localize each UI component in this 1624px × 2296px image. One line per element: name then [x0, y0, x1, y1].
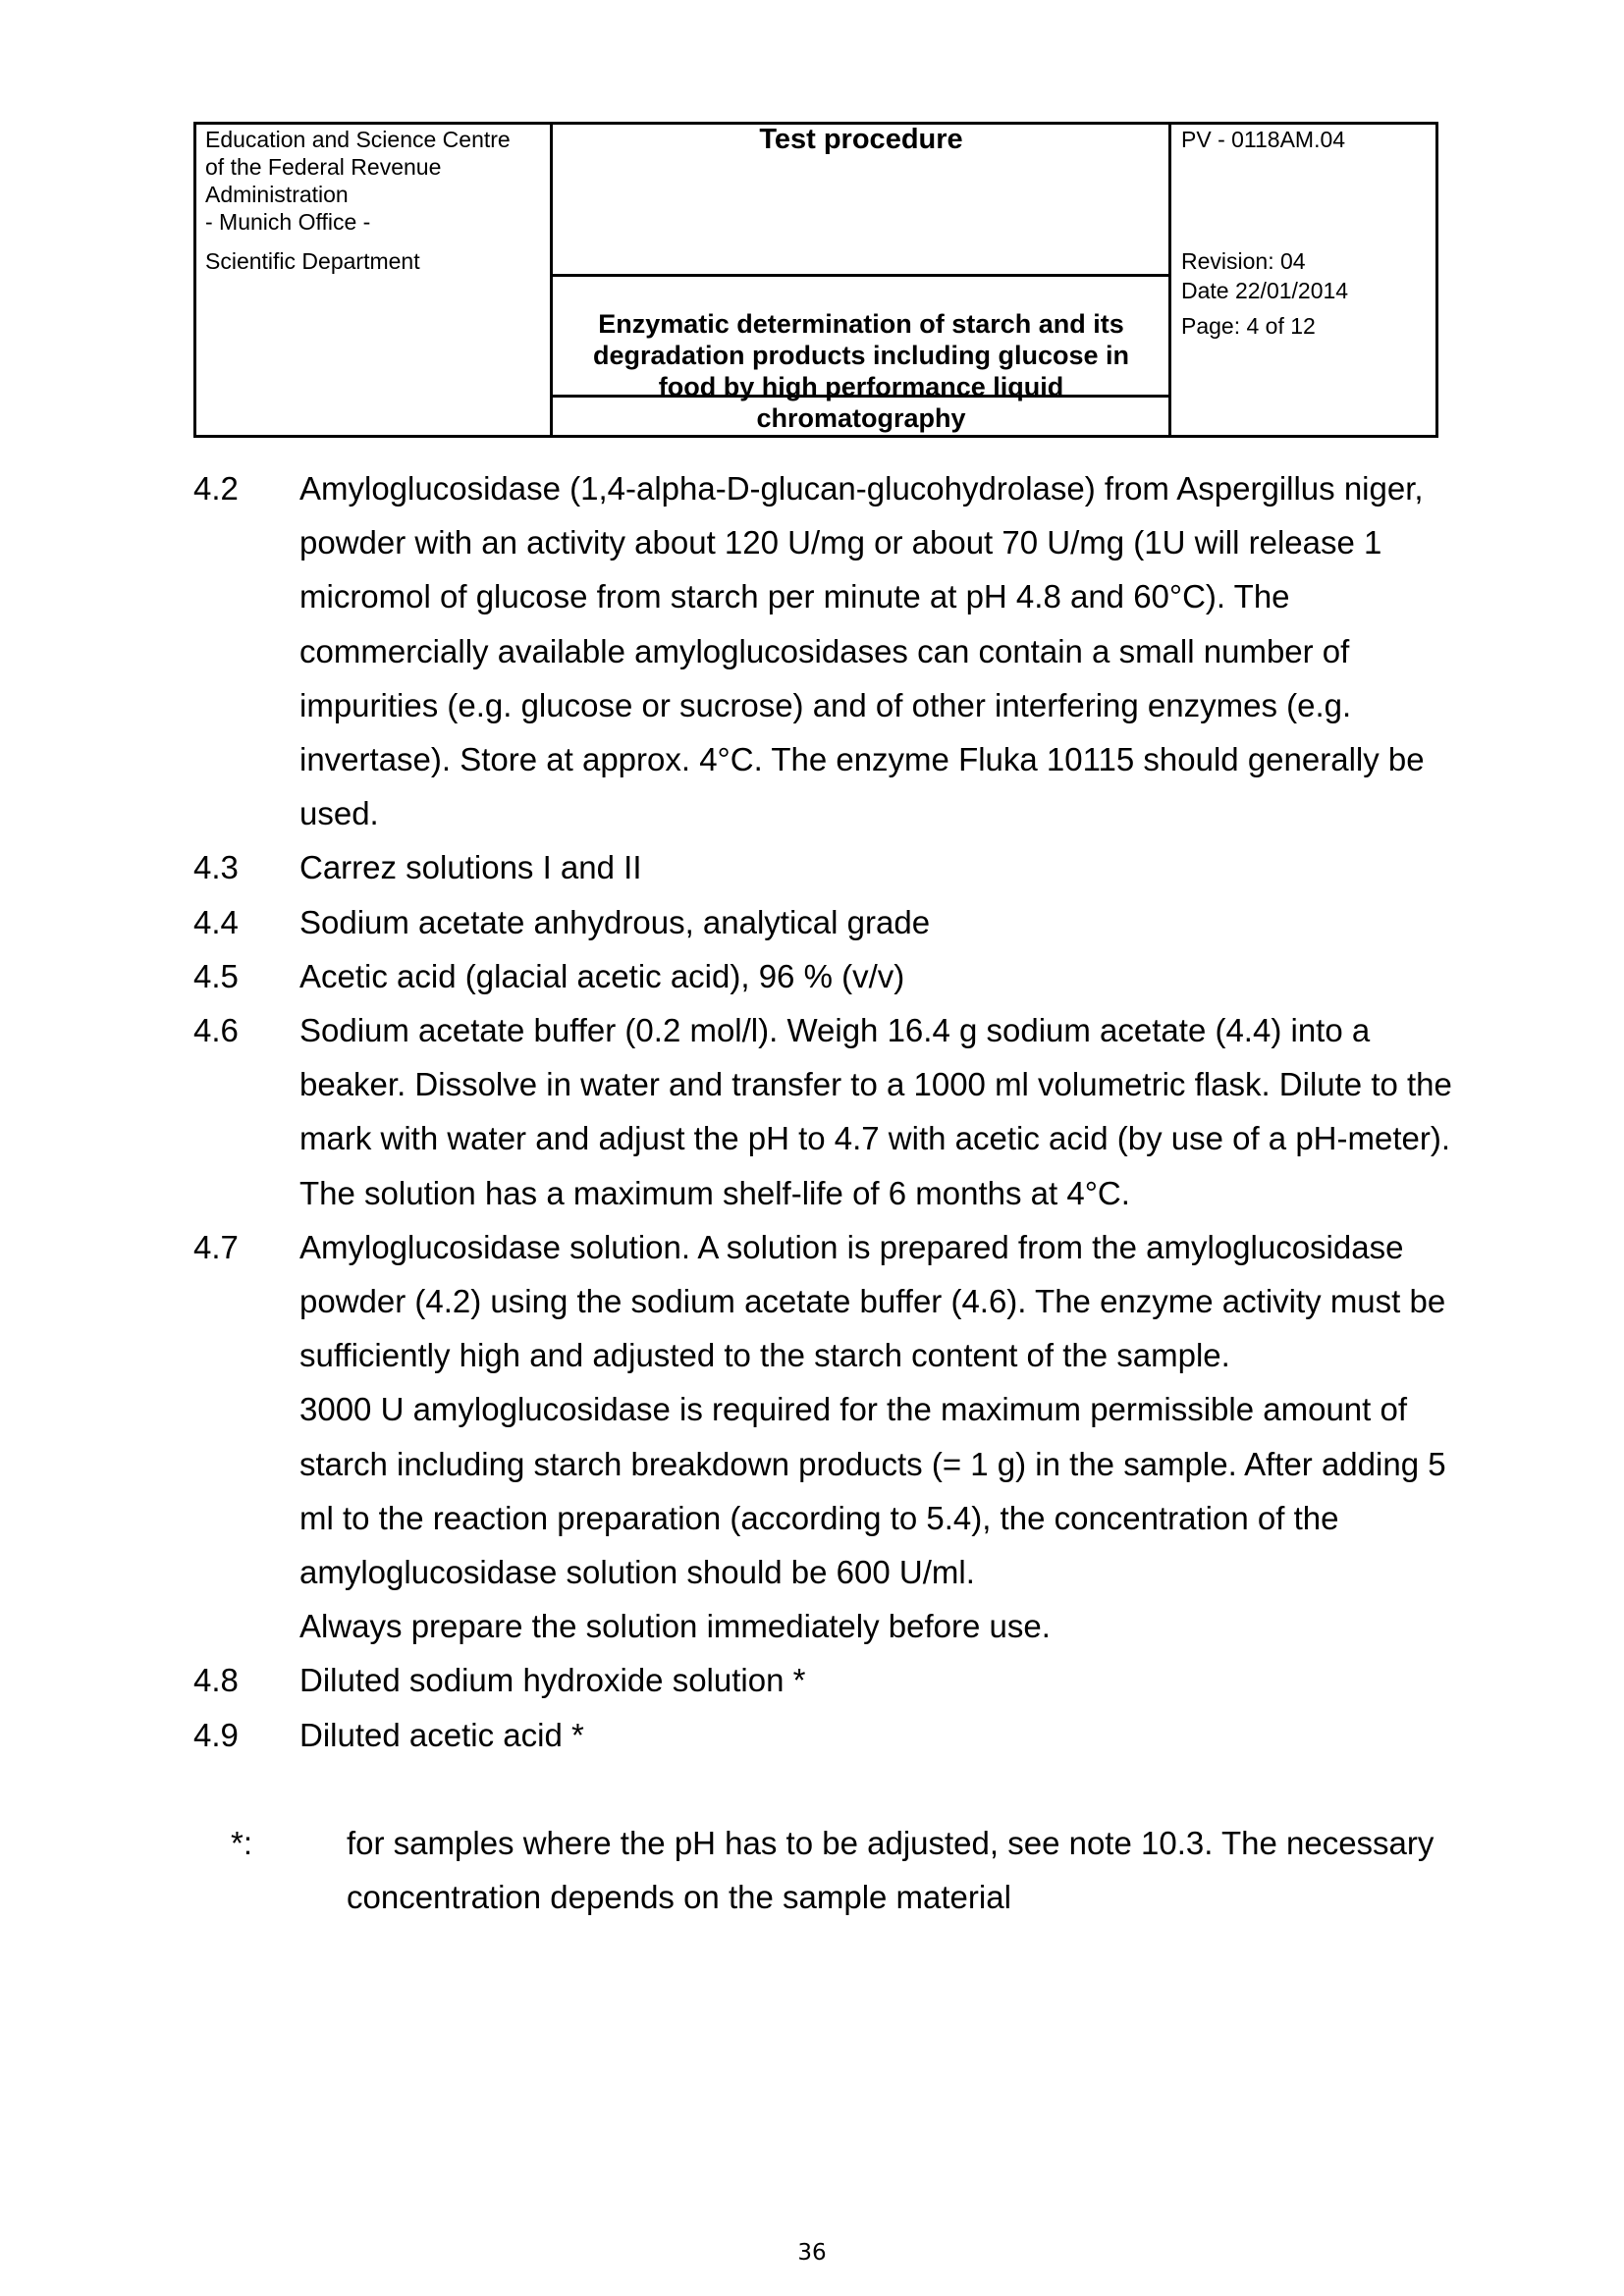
item-paragraph: Sodium acetate anhydrous, analytical grade	[299, 903, 931, 940]
item-paragraph: Acetic acid (glacial acetic acid), 96 % (v/v)	[299, 957, 905, 994]
page-indicator: Page: 4 of 12	[1181, 313, 1316, 339]
item-number: 4.2	[193, 470, 239, 507]
title-line: food by high performance liquid	[658, 372, 1064, 401]
list-item	[193, 1708, 1460, 1762]
item-text	[299, 949, 1460, 1003]
item-number: 4.5	[193, 957, 239, 994]
title-line: Enzymatic determination of starch and its	[598, 309, 1124, 339]
document-body	[193, 461, 1460, 1924]
organization-name	[205, 126, 559, 236]
item-paragraph: Always prepare the solution immediately before use.	[299, 1608, 1051, 1645]
item-text	[299, 1003, 1460, 1220]
document-title	[567, 308, 1156, 434]
item-text	[299, 1220, 1460, 1654]
item-text	[299, 895, 1460, 949]
list-item	[193, 461, 1460, 840]
procedure-label: Test procedure	[759, 124, 963, 155]
item-paragraph: Amyloglucosidase solution. A solution is prepared from the amyloglucosidase powder (4.2) using the sodium acetate buffer (4.6). The enzyme activity must be sufficiently high and adjusted to the starch content of the sample.	[299, 1228, 1446, 1374]
revision-date: Date 22/01/2014	[1181, 278, 1349, 303]
list-item	[193, 840, 1460, 894]
item-number: 4.4	[193, 903, 239, 940]
list-item	[193, 1653, 1460, 1707]
document-code: PV - 0118AM.04	[1181, 127, 1346, 152]
footnote-marker: *:	[230, 1824, 252, 1861]
list-item	[193, 949, 1460, 1003]
item-paragraph: 3000 U amyloglucosidase is required for the maximum permissible amount of starch including starch breakdown products (= 1 g) in the sample. After adding 5 ml to the reaction preparation (according to 5.4), the concentration of the amyloglucosidase solution should be 600 U/ml.	[299, 1391, 1446, 1591]
item-text	[299, 840, 1460, 894]
item-paragraph: Diluted acetic acid *	[299, 1716, 584, 1753]
item-number: 4.6	[193, 1012, 239, 1049]
title-line: chromatography	[756, 403, 966, 433]
item-paragraph: Sodium acetate buffer (0.2 mol/l). Weigh 16.4 g sodium acetate (4.4) into a beaker. Dissolve in water and transfer to a 1000 ml volumetric flask. Dilute to the mark with water and adjust the pH to 4.7 with acetic acid (by use of a pH-meter). The solution has a maximum shelf-life of 6 months at 4°C.	[299, 1012, 1452, 1211]
org-line: - Munich Office -	[205, 209, 371, 235]
item-text	[299, 1708, 1460, 1762]
header-divider	[550, 274, 1171, 277]
item-number: 4.3	[193, 849, 239, 886]
department-name: Scientific Department	[205, 248, 420, 274]
item-text	[299, 461, 1460, 840]
list-item	[193, 1003, 1460, 1220]
org-line: Administration	[205, 182, 349, 207]
item-number: 4.7	[193, 1228, 239, 1265]
item-number: 4.8	[193, 1662, 239, 1699]
item-number: 4.9	[193, 1716, 239, 1753]
org-line: Education and Science Centre	[205, 127, 511, 152]
header-divider	[1168, 122, 1171, 438]
document-header-table	[193, 122, 1438, 438]
list-item	[193, 1220, 1460, 1654]
spacer	[193, 1762, 1460, 1816]
page-number: 36	[797, 2240, 827, 2266]
item-paragraph: Diluted sodium hydroxide solution *	[299, 1662, 806, 1699]
org-line: of the Federal Revenue	[205, 154, 442, 180]
footnote-text: for samples where the pH has to be adjusted, see note 10.3. The necessary concentration depends on the sample material	[347, 1824, 1435, 1916]
title-line: degradation products including glucose in	[592, 341, 1130, 370]
revision: Revision: 04	[1181, 248, 1306, 274]
item-paragraph: Amyloglucosidase (1,4-alpha-D-glucan-glucohydrolase) from Aspergillus niger, powder with an activity about 120 U/mg or about 70 U/mg (1U will release 1 micromol of glucose from starch per minute at pH 4.8 and 60°C). The commercially available amyloglucosidases can contain a small number of impurities (e.g. glucose or sucrose) and of other interfering enzymes (e.g. invertase). Store at approx. 4°C. The enzyme Fluka 10115 should generally be used.	[299, 470, 1425, 832]
item-text	[299, 1653, 1460, 1707]
item-paragraph: Carrez solutions I and II	[299, 849, 642, 886]
footnote	[193, 1816, 1460, 1924]
list-item	[193, 895, 1460, 949]
